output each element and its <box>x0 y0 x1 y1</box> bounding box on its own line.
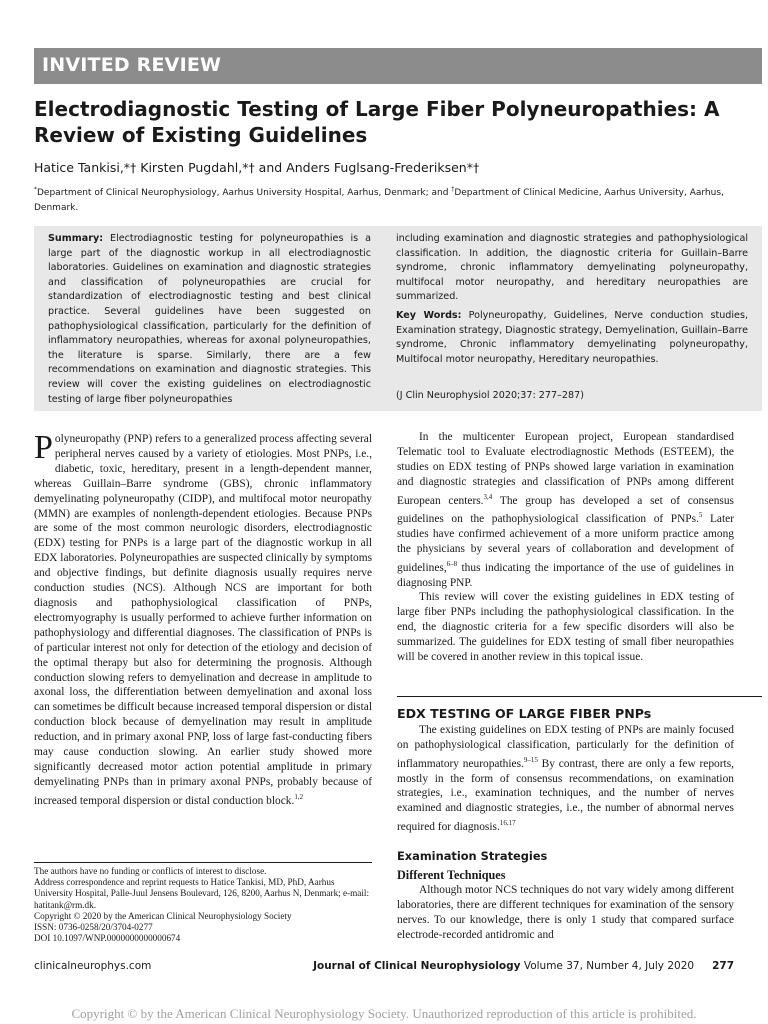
body-column-right-top <box>397 430 734 665</box>
affil-text-2: Department of Clinical Medicine, Aarhus University, Aarhus, Denmark. <box>34 188 724 213</box>
body-column-right-middle <box>397 723 734 835</box>
footnote-issn: ISSN: 0736-0258/20/3704-0277 <box>34 922 153 933</box>
footnote-funding: The authors have no funding or conflicts of interest to disclose. <box>34 866 267 876</box>
review-scope-paragraph: This review will cover the existing guidelines in EDX testing of large fiber PNPs including the pathophysiological classification. In the end, the diagnostic criteria for a few specific disorders will also be summarized. The guidelines for EDX testing of small fiber neuropathies will be covered in another review in this topical issue. <box>397 591 734 664</box>
footer-issue: Volume 37, Number 4, July 2020 <box>520 960 695 972</box>
abstract-summary-right <box>396 232 748 367</box>
section-banner <box>34 48 762 84</box>
keywords <box>396 309 748 367</box>
footer-journal-name: Journal of Clinical Neurophysiology <box>313 960 521 972</box>
ref-link[interactable]: 16,17 <box>499 819 516 828</box>
techniques-paragraph: Although motor NCS techniques do not vary widely among different laboratories, there are different techniques for examination of the sensory nerves. To our knowledge, there is only 1 study that compared surface electrode-recorded antidromic and <box>397 884 734 941</box>
edx-text-b: By contrast, there are only a few reports, mostly in the form of consensus recommendations, on examination strategies, i.e., examination techniques, and the number of nerves examined and diagnostic strategies, i.e., the number of abnormal nerves required for diagnosis. <box>397 757 734 834</box>
esteem-text-d: thus indicating the importance of the use of guidelines in diagnosing PNP. <box>397 561 734 589</box>
intro-paragraph <box>34 429 372 808</box>
edx-text-a: The existing guidelines on EDX testing of PNPs are mainly focused on pathophysiological classification, particularly for the definition of inflammatory neuropathies. <box>397 724 734 770</box>
footnote-divider <box>34 862 372 863</box>
intro-text: olyneuropathy (PNP) refers to a generalized process affecting several peripheral nerves caused by a variety of etiologies. Most PNPs, i.e., diabetic, toxic, hereditary, present in a length-dependent manner, whereas Guillain–Barre syndrome (GBS), chronic inflammatory demyelinating polyneuropathy (CIDP), and multifocal motor neuropathy (MMN) are examples of nonlength-dependent etiologies. Because PNPs are some of the most common neurologic disorders, electrodiagnostic (EDX) testing for PNPs is a large part of the diagnostic workup in all EDX laboratories. Polyneuropathies are suspected clinically by symptoms and objective findings, but definite diagnosis usually requires nerve conduction studies (NCS). Although NCS are important for both diagnosis and pathophysiological classification of PNPs, electromyography is usually performed to achieve further information on pathophysiology and differential diagnoses. The classification of PNPs is of particular interest not only for detection of the etiology and decision of the optimal therapy but also for determining the prognosis. Although conduction slowing refers to demyelination and decrease in amplitude to axonal loss, the differentiation between demyelination and axonal loss can sometimes be difficult because increased temporal dispersion or distal conduction block because of demyelination may result in amplitude reduction, and in primary axonal PNP, loss of large fast-conducting fibers may cause conduction slowing. An earlier study showed more significantly decreased motor action potential amplitude in primary demyelinating PNPs than in primary axonal PNPs, probably because of increased temporal dispersion or distal conduction block. <box>34 433 372 807</box>
drop-cap: P <box>34 429 53 466</box>
summary-label: Summary: <box>48 233 104 244</box>
journal-citation: (J Clin Neurophysiol 2020;37: 277–287) <box>396 390 584 401</box>
affiliations <box>34 182 764 216</box>
footnote-correspondence: Address correspondence and reprint requests to Hatice Tankisi, MD, PhD, Aarhus University Hospital, Palle-Juul Jensens Boulevard, 126, 8200, Aarhus N, Denmark; e-mail: hatitank@rm.dk. <box>34 877 370 910</box>
footnote-doi: DOI 10.1097/WNP.0000000000000674 <box>34 933 181 944</box>
footnotes <box>34 866 372 944</box>
ref-link[interactable]: 3,4 <box>483 492 493 501</box>
summary-text-left: Electrodiagnostic testing for polyneuropathies is a large part of the diagnostic workup in all electrodiagnostic laboratories. Guidelines on examination and diagnostic strategies and classification of polyneuropathies are crucial for standardization of electrodiagnostic testing and best clinical practice. Several guidelines have been suggested on pathophysiological classification, particularly for the definition of inflammatory neuropathies, whereas for axonal polyneuropathies, the literature is sparse. Similarly, there are a few recommendations on examination and diagnostic strategies. This review will cover the existing guidelines on electrodiagnostic testing of large fiber polyneuropathies <box>48 233 371 405</box>
affil-text-1: Department of Clinical Neurophysiology, Aarhus University Hospital, Aarhus, Denmark; and <box>37 188 452 198</box>
body-column-right-bottom <box>397 883 734 943</box>
section-divider <box>397 696 762 697</box>
esteem-paragraph <box>397 430 734 590</box>
esteem-text-b: The group has developed a set of consensus guidelines on the pathophysiological classification of PNPs. <box>397 494 734 526</box>
affil-mark-2: † <box>451 186 455 193</box>
abstract-summary-left <box>48 232 371 407</box>
ref-link[interactable]: 1,2 <box>294 792 304 801</box>
esteem-text-a: In the multicenter European project, European standardised Telematic tool to Evaluate electrodiagnostic Methods (ESTEEM), the studies on EDX testing of PNPs showed large variation in examination and diagnostic strategies and classification of PNPs among different European centers. <box>397 431 734 507</box>
heading-examination-strategies: Examination Strategies <box>397 849 548 863</box>
section-label: INVITED REVIEW <box>42 54 222 76</box>
heading-edx-testing: EDX TESTING OF LARGE FIBER PNPs <box>397 706 652 721</box>
author-list: Hatice Tankisi,*† Kirsten Pugdahl,*† and Anders Fuglsang-Frederiksen*† <box>34 160 480 175</box>
footnote-copyright: Copyright © 2020 by the American Clinical Neurophysiology Society <box>34 910 292 921</box>
footer-website[interactable]: clinicalneurophys.com <box>34 960 152 972</box>
esteem-text-c: Later studies have confirmed achievement of a more uniform practice among the physicians by several years of collaboration and development of guidelines, <box>397 513 735 574</box>
affil-mark-1: * <box>34 186 37 193</box>
ref-link[interactable]: 6–8 <box>446 559 458 568</box>
summary-text-right: including examination and diagnostic strategies and pathophysiological classification. In addition, the diagnostic criteria for Guillain–Barre syndrome, chronic inflammatory demyelinating polyneuropathy, multifocal motor neuropathy, and hereditary neuropathies are summarized. <box>396 233 748 303</box>
keywords-text: Polyneuropathy, Guidelines, Nerve conduction studies, Examination strategy, Diagnostic strategy, Demyelination, Guillain–Barre syndrome, Chronic inflammatory demyelinating polyneuropathy, Multifocal motor neuropathy, Hereditary neuropathies. <box>396 309 748 365</box>
ref-link[interactable]: 9–15 <box>523 755 538 764</box>
article-title: Electrodiagnostic Testing of Large Fiber Polyneuropathies: A Review of Existing Guidelines <box>34 97 720 147</box>
keywords-label: Key Words: <box>396 309 462 321</box>
ref-link[interactable]: 5 <box>698 511 703 520</box>
abstract-box <box>34 226 762 411</box>
copyright-notice: Copyright © by the American Clinical Neurophysiology Society. Unauthorized reproduction of this article is prohibited. <box>71 1006 697 1021</box>
page-number: 277 <box>712 960 734 972</box>
edx-paragraph <box>397 723 734 835</box>
body-column-left <box>34 429 372 808</box>
footer-journal-info <box>313 960 734 972</box>
heading-different-techniques: Different Techniques <box>397 868 506 882</box>
